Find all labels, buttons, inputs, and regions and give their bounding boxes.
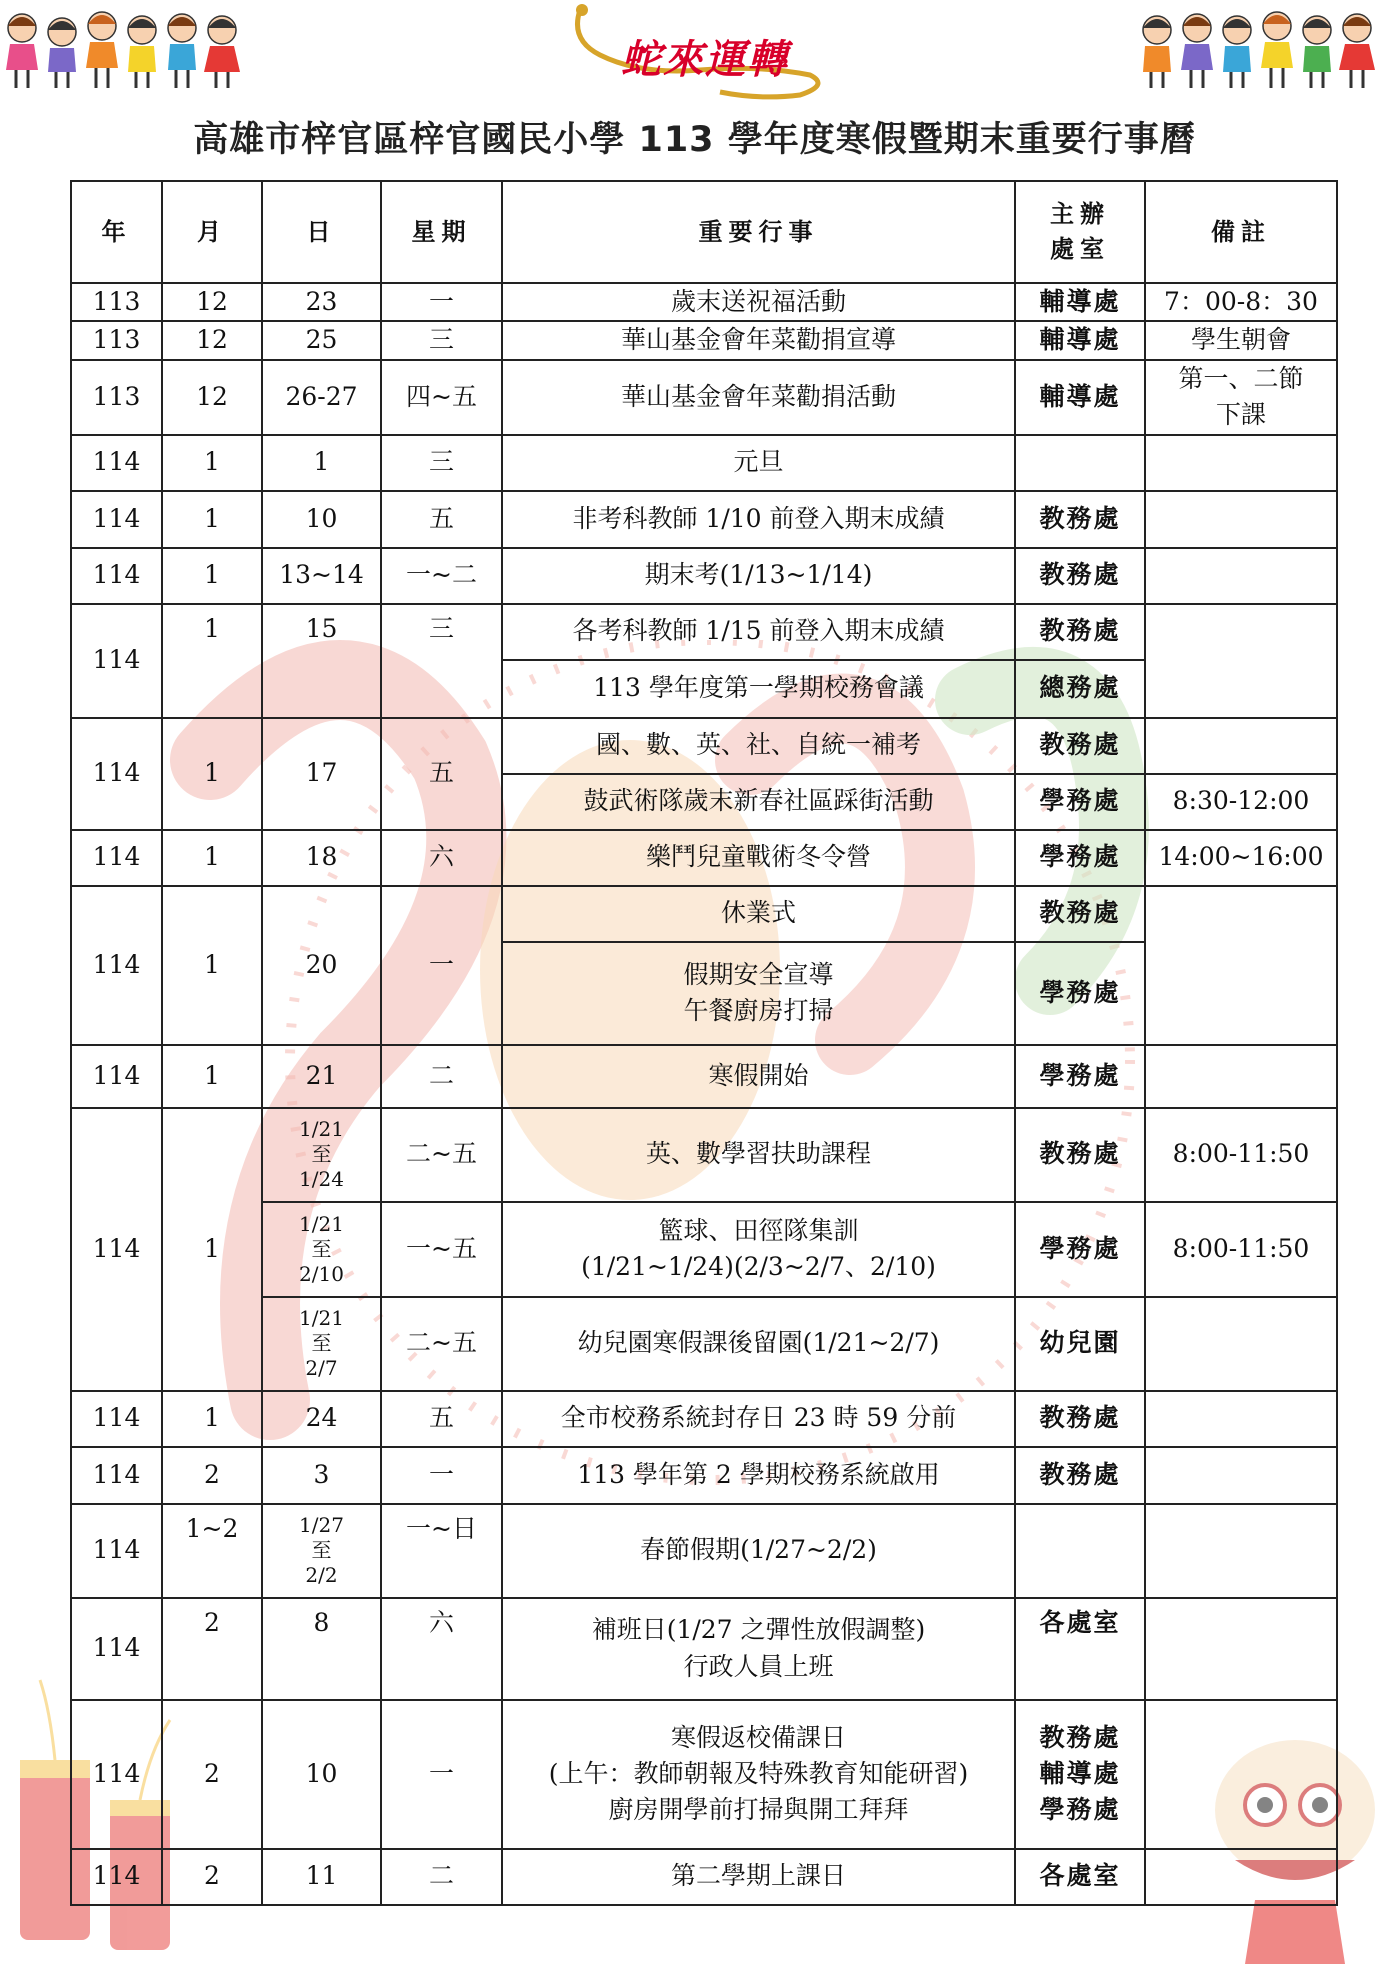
table-row: 114 1 15 三 各考科教師 1/15 前登入期末成績 教務處 (71, 604, 1337, 660)
table-row: 114 1 24 五 全市校務系統封存日 23 時 59 分前 教務處 (71, 1391, 1337, 1447)
table-header-row (71, 181, 1337, 283)
table-row: 114 1 17 五 國、數、英、社、自統一補考 教務處 (71, 718, 1337, 774)
table-row: 114 2 8 六 補班日(1/27 之彈性放假調整) 行政人員上班 各處室 (71, 1598, 1337, 1700)
table-row: 114 1 20 一 休業式 教務處 (71, 886, 1337, 942)
children-illustration-left (0, 0, 250, 95)
table-row: 114 1 1 三 元旦 (71, 435, 1337, 491)
event-calendar-table (70, 180, 1338, 1906)
header-day: 日 (262, 181, 381, 283)
table-row: 114 2 11 二 第二學期上課日 各處室 (71, 1849, 1337, 1905)
table-row: 114 1~2 1/27 至 2/2 一~日 春節假期(1/27~2/2) (71, 1504, 1337, 1598)
table-row: 鼓武術隊歲末新春社區踩街活動 學務處 8:30-12:00 (71, 774, 1337, 830)
table-row: 1/21 至 2/10 一~五 籃球、田徑隊集訓 (1/21~1/24)(2/3~2/7、2/10) 學務處 8:00-11:50 (71, 1202, 1337, 1297)
table-row: 114 1 21 二 寒假開始 學務處 (71, 1045, 1337, 1108)
table-row: 114 1 18 六 樂鬥兒童戰術冬令營 學務處 14:00~16:00 (71, 830, 1337, 886)
table-row: 113 12 23 一 歲末送祝福活動 輔導處 7：00-8：30 (71, 283, 1337, 321)
header-event: 重要行事 (502, 181, 1015, 283)
header-office: 主辦 處室 (1015, 181, 1145, 283)
table-row: 114 2 3 一 113 學年第 2 學期校務系統啟用 教務處 (71, 1447, 1337, 1504)
banner-title: 蛇來運轉 (621, 36, 789, 83)
table-row: 假期安全宣導 午餐廚房打掃 學務處 (71, 942, 1337, 1045)
header-month: 月 (162, 181, 262, 283)
table-row: 113 學年度第一學期校務會議 總務處 (71, 660, 1337, 718)
children-illustration-right (1135, 0, 1385, 95)
table-row: 114 2 10 一 寒假返校備課日 (上午：教師朝報及特殊教育知能研習) 廚房開學前打掃與開工拜拜 教務處 輔導處 學務處 (71, 1700, 1337, 1849)
table-row: 113 12 25 三 華山基金會年菜勸捐宣導 輔導處 學生朝會 (71, 321, 1337, 359)
header-weekday: 星期 (381, 181, 502, 283)
table-row: 1/21 至 2/7 二~五 幼兒園寒假課後留園(1/21~2/7) 幼兒園 (71, 1297, 1337, 1391)
header-year: 年 (71, 181, 162, 283)
page-title: 高雄市梓官區梓官國民小學 113 學年度寒假暨期末重要行事曆 (193, 120, 1196, 160)
table-row: 114 1 13~14 一~二 期末考(1/13~1/14) 教務處 (71, 548, 1337, 604)
table-row: 114 1 1/21 至 1/24 二~五 英、數學習扶助課程 教務處 8:00-11:50 (71, 1108, 1337, 1202)
table-row: 114 1 10 五 非考科教師 1/10 前登入期末成績 教務處 (71, 491, 1337, 548)
header-note: 備註 (1145, 181, 1337, 283)
table-row: 113 12 26-27 四~五 華山基金會年菜勸捐活動 輔導處 第一、二節 下課 (71, 360, 1337, 435)
